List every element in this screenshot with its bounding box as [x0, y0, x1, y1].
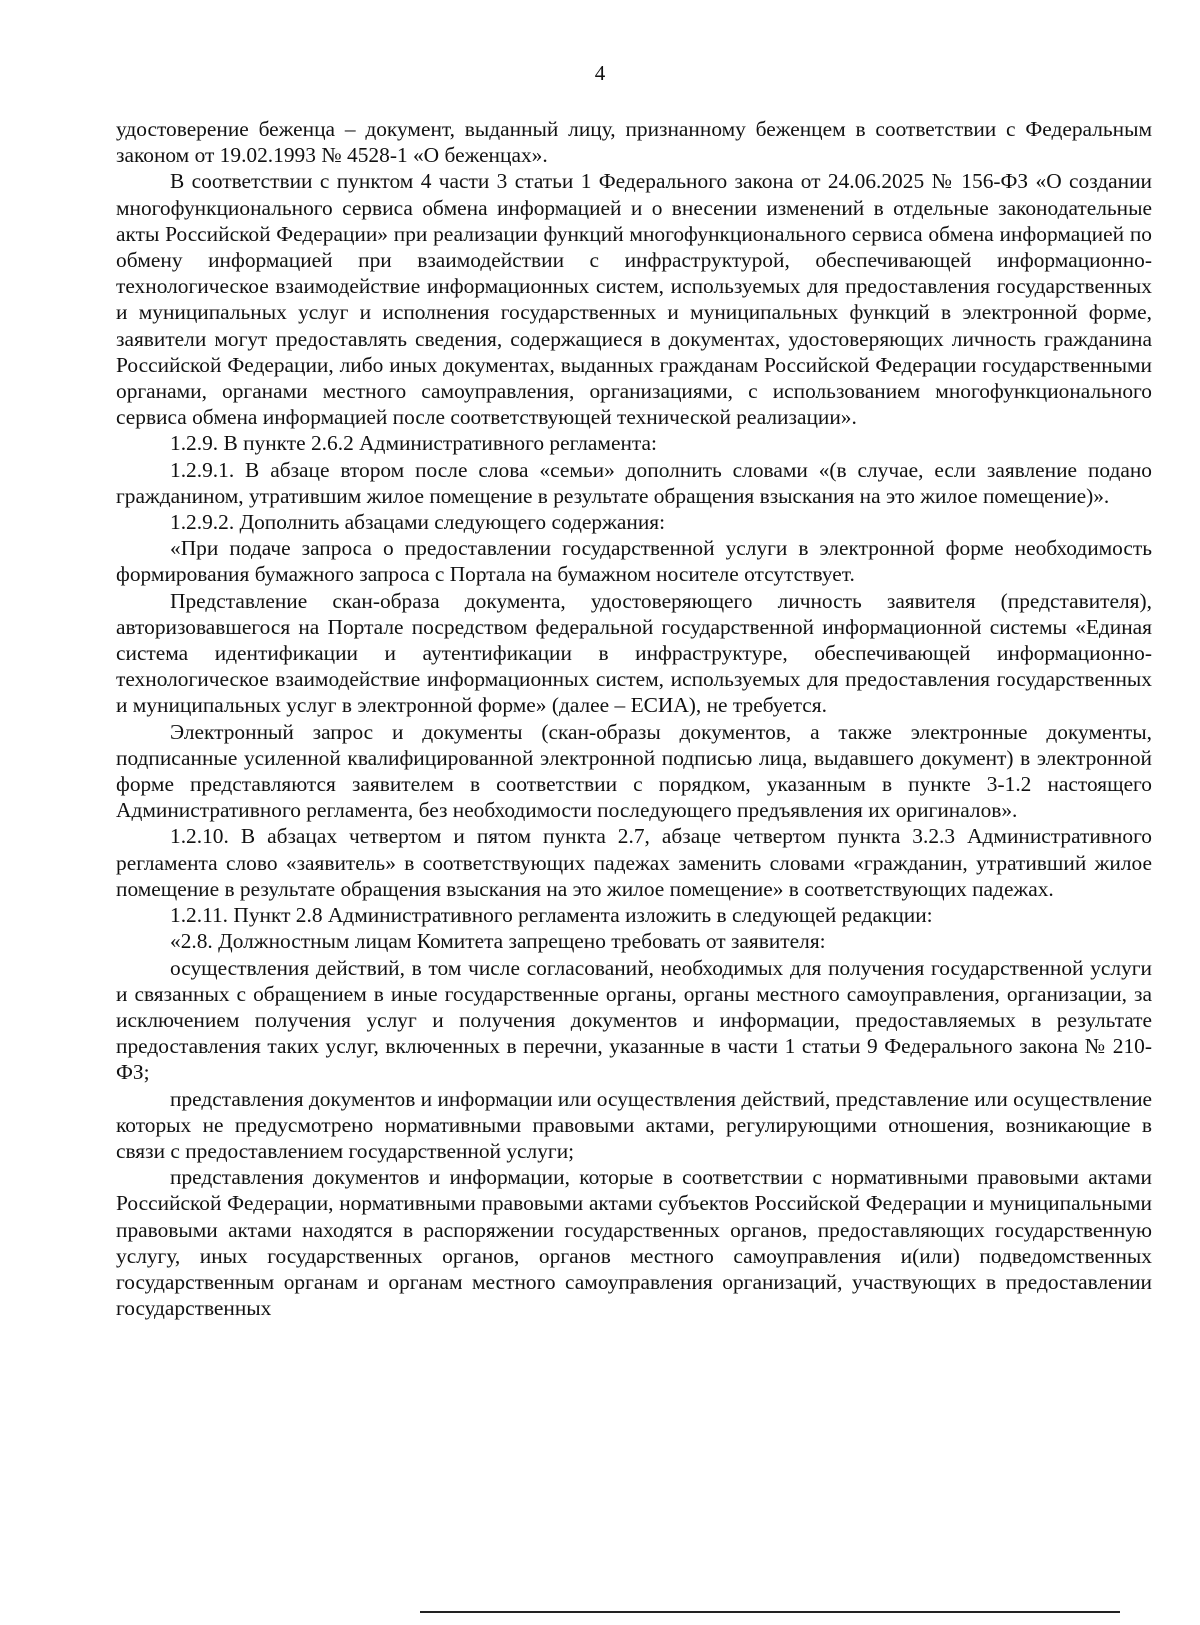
document-body — [116, 116, 1152, 1321]
paragraph-1-2-9-2: 1.2.9.2. Дополнить абзацами следующего содержания: — [170, 510, 666, 535]
paragraph-scan-image: Представление скан-образа документа, удостоверяющего личность заявителя (представителя), авторизовавшегося на Портале посредством федеральной государственной информационной системы «Единая система идентификации и аутентификации в инфраструктуре, обеспечивающей информационно-технологическое взаимодействие информационных систем, используемых для предоставления государственных и муниципальных услуг в электронной форме» (далее – ЕСИА), не требуется. — [116, 588, 1152, 718]
paragraph-documents-not-required: представления документов и информации или осуществления действий, представление или осуществление которых не предусмотрено нормативными правовыми актами, регулирующими отношения, возникающие в связи с предоставлением государственной услуги; — [116, 1086, 1153, 1163]
paragraph-1-2-11: 1.2.11. Пункт 2.8 Административного регламента изложить в следующей редакции: — [170, 903, 933, 928]
paragraph-electronic-documents: Электронный запрос и документы (скан-образы документов, а также электронные документы, подписанные усиленной квалифицированной электронной подписью лица, выдавшего документ) в электронной форме представляются заявителем в соответствии с порядком, указанным в пункте 3-1.2 настоящего Административного регламента, без необходимости последующего предъявления их оригиналов». — [116, 719, 1152, 823]
paragraph-actions-approvals: осуществления действий, в том числе согласований, необходимых для получения государственной услуги и связанных с обращением в иные государственные органы, органы местного самоуправления, организации, за исключением получения услуг и получения документов и информации, предоставляемых в результате предоставления таких услуг, включенных в перечни, указанные в части 1 статьи 9 Федерального закона № 210-ФЗ; — [116, 955, 1152, 1085]
page-number: 4 — [594, 61, 606, 85]
paragraph-1-2-10: 1.2.10. В абзацах четвертом и пятом пункта 2.7, абзаце четвертом пункта 3.2.3 Административного регламента слово «заявитель» в соответствующих падежах заменить словами «гражданин, утративший жилое помещение в результате обращения взыскания на это жилое помещение» в соответствующих падежах. — [116, 824, 1152, 901]
paragraph-electronic-request: «При подаче запроса о предоставлении государственной услуги в электронной форме необходимость формирования бумажного запроса с Портала на бумажном носителе отсутствует. — [116, 536, 1152, 587]
paragraph-2-8: «2.8. Должностным лицам Комитета запрещено требовать от заявителя: — [170, 929, 826, 954]
paragraph-refugee-certificate: удостоверение беженца – документ, выданный лицу, признанному беженцем в соответствии с Федеральным законом от 19.02.1993 № 4528-1 «О беженцах». — [116, 117, 1152, 168]
paragraph-1-2-9-1: 1.2.9.1. В абзаце втором после слова «семьи» дополнить словами «(в случае, если заявление подано гражданином, утратившим жилое помещение в результате обращения взыскания на это жилое помещение)». — [116, 457, 1152, 508]
paragraph-1-2-9: 1.2.9. В пункте 2.6.2 Административного регламента: — [170, 431, 657, 456]
paragraph-documents-held-by-agencies: представления документов и информации, которые в соответствии с нормативными правовыми актами Российской Федерации, нормативными правовыми актами субъектов Российской Федерации и муниципальными правовыми актами находятся в распоряжении государственных органов, предоставляющих государственную услугу, иных государственных органов, органов местного самоуправления и(или) подведомственных государственным органам и органам местного самоуправления организаций, участвующих в предоставлении государственных — [116, 1165, 1152, 1321]
bottom-scan-line — [420, 1611, 1120, 1613]
paragraph-federal-law-156: В соответствии с пунктом 4 части 3 статьи 1 Федерального закона от 24.06.2025 № 156-ФЗ «О создании многофункционального сервиса обмена информацией и о внесении изменений в отдельные законодательные акты Российской Федерации» при реализации функций многофункционального сервиса обмена информацией по обмену информацией при взаимодействии с инфраструктурой, обеспечивающей информационно-технологическое взаимодействие информационных систем, используемых для предоставления государственных и муниципальных услуг и исполнения государственных и муниципальных функций в электронной форме, заявители могут предоставлять сведения, содержащиеся в документах, удостоверяющих личность гражданина Российской Федерации, либо иных документах, выданных гражданам Российской Федерации государственными органами, органами местного самоуправления, организациями, с использованием многофункционального сервиса обмена информацией после соответствующей технической реализации». — [116, 169, 1152, 430]
